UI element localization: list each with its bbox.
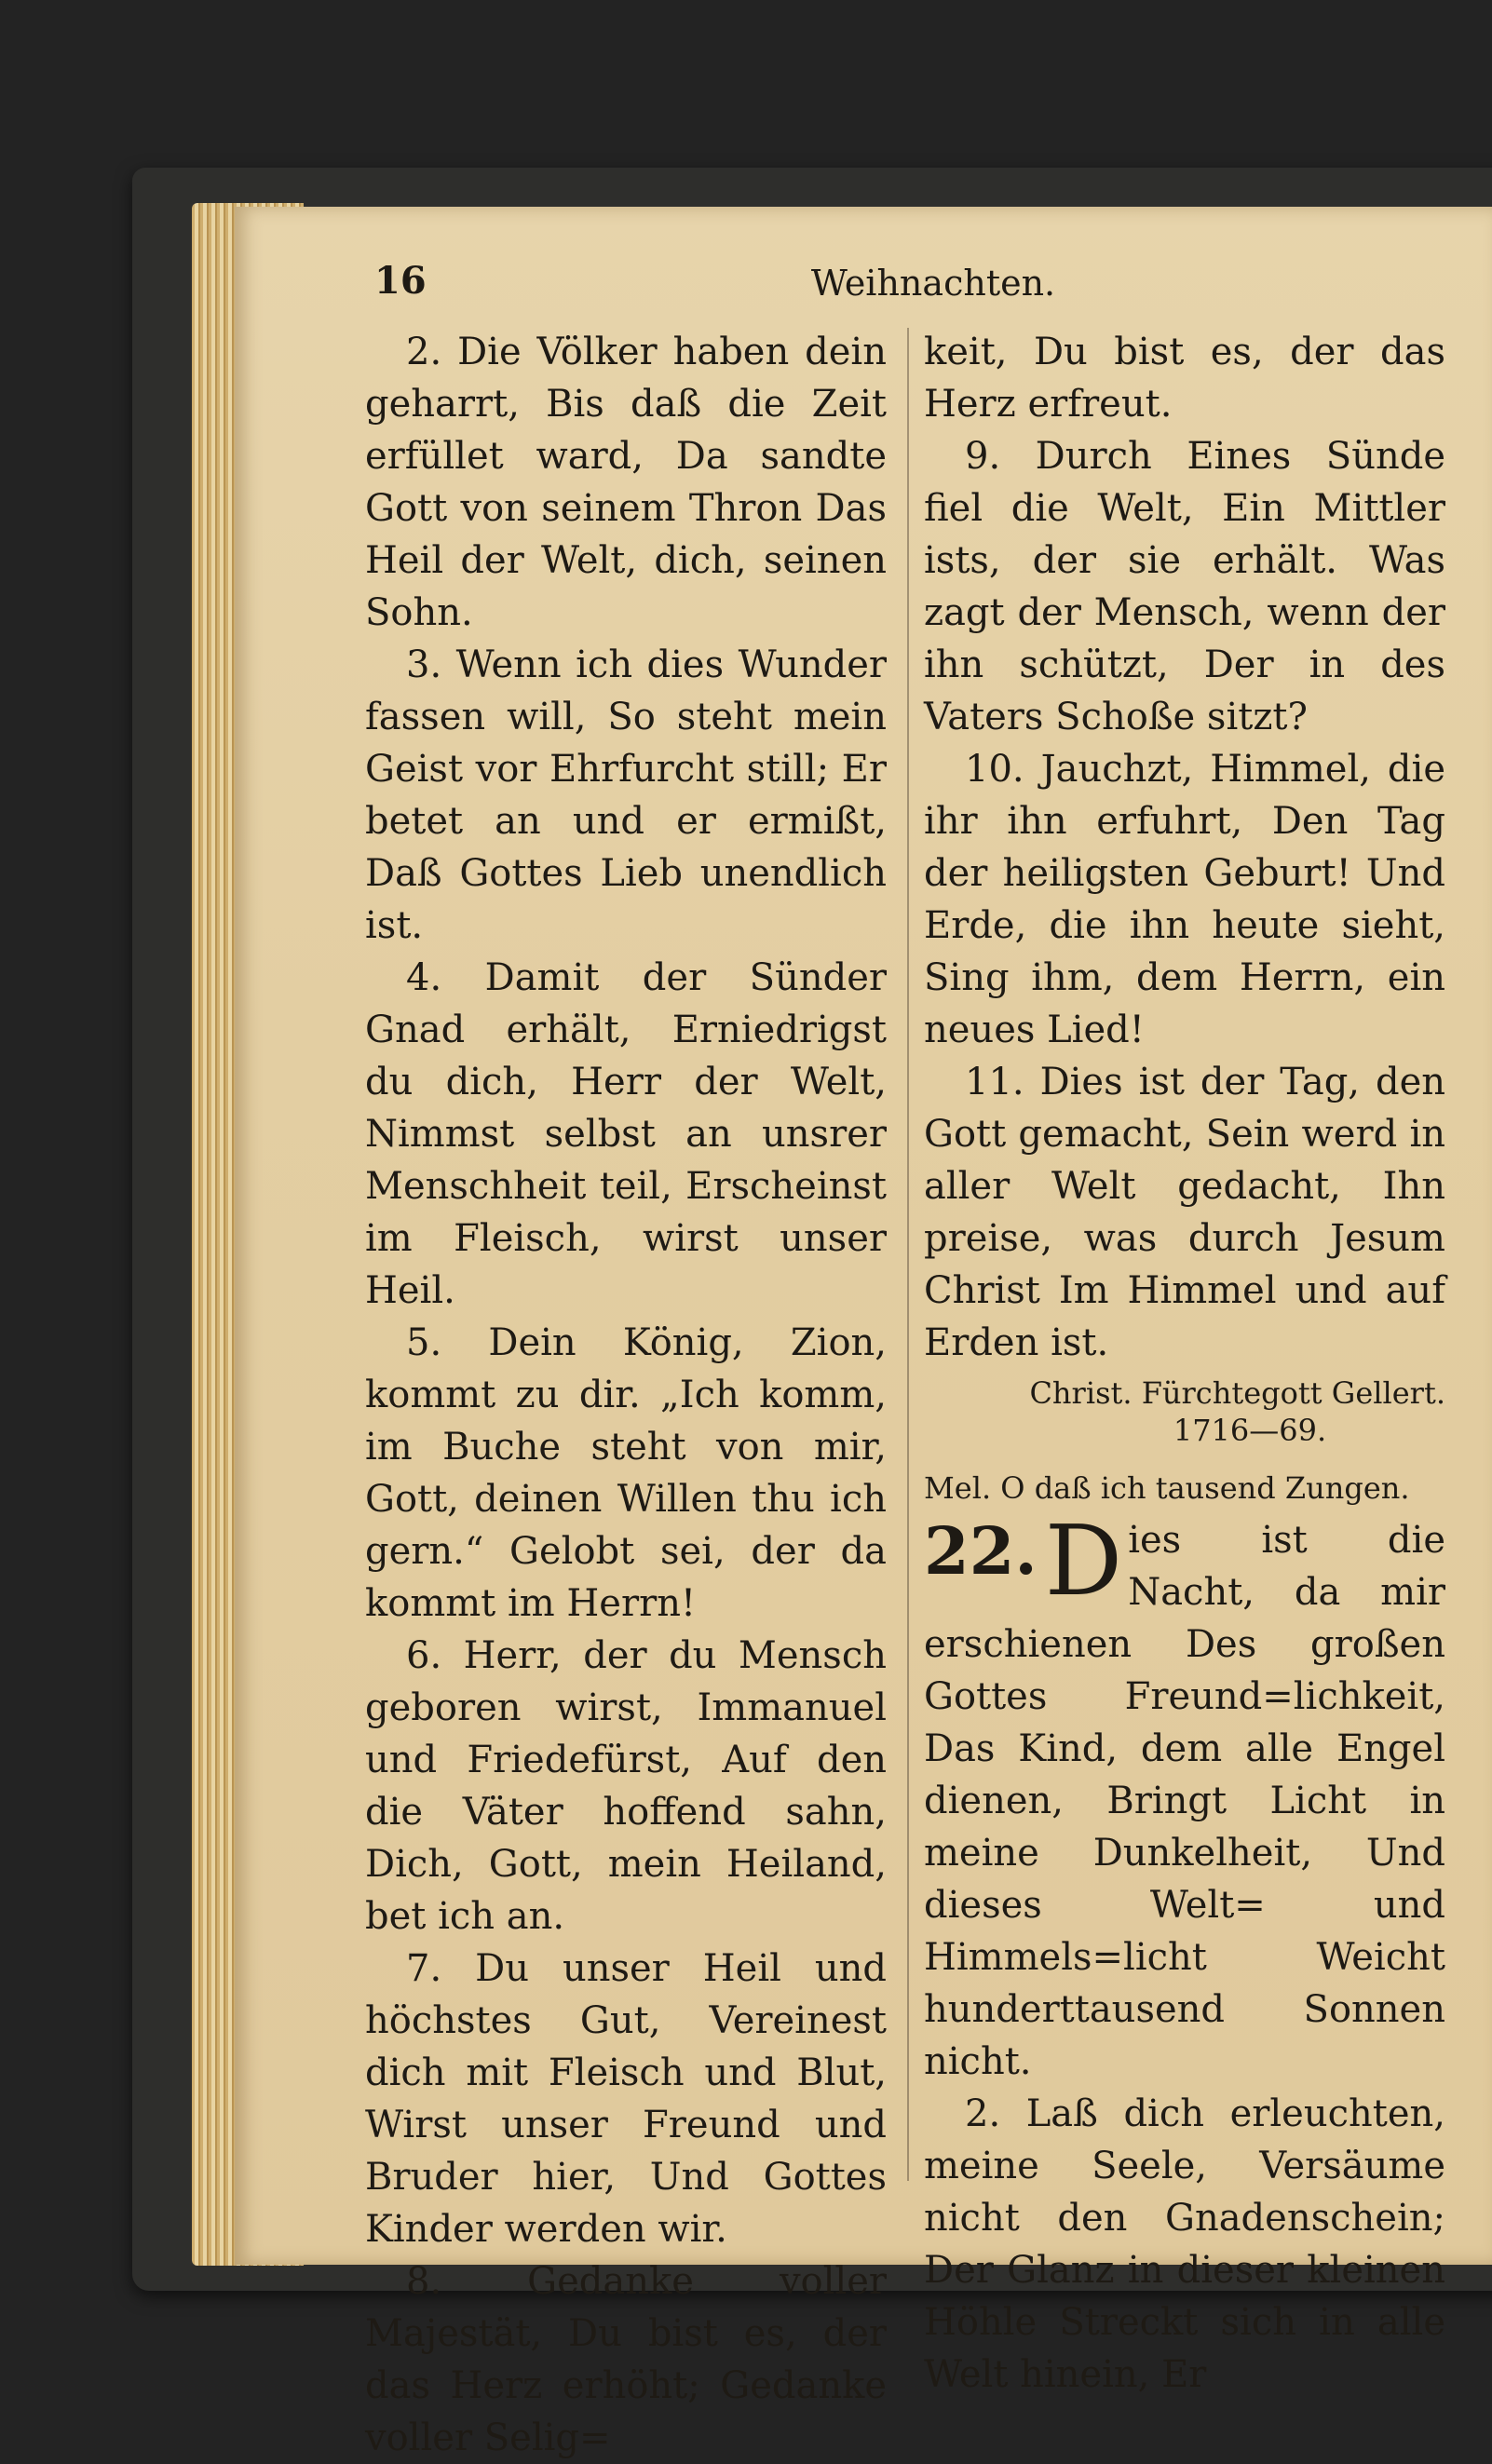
verse: 6. Herr, der du Mensch geboren wirst, Immanuel und Friedefürst, Auf den die Väter hoffend sahn, Dich, Gott, mein Heiland, bet ich an. [365, 1634, 887, 1938]
verse: 9. Durch Eines Sünde fiel die Welt, Ein Mittler ists, der sie erhält. Was zagt der Mensch, wenn der ihn schützt, Der in des Vaters Schoße sitzt? [924, 435, 1445, 738]
verse-continuation: keit, Du bist es, der das Herz erfreut. [924, 331, 1445, 426]
running-head: Weihnachten. [810, 263, 1056, 304]
verse: 8. Gedanke voller Majestät, Du bist es, der das Herz erhöht; Gedanke voller Selig= [365, 2260, 887, 2459]
author-years: 1716—69. [1173, 1413, 1327, 1448]
page-header [374, 259, 1250, 315]
melody-line: Mel. O daß ich tausend Zungen. [924, 1470, 1410, 1506]
verse: 10. Jauchzt, Himmel, die ihr ihn erfuhrt, Den Tag der heiligsten Geburt! Und Erde, die ihn heute sieht, Sing ihm, dem Herrn, ein neues Lied! [924, 748, 1445, 1051]
verse: 7. Du unser Heil und höchstes Gut, Vereinest dich mit Fleisch und Blut, Wirst unser Freund und Bruder hier, Und Gottes Kinder werden wir. [365, 1947, 887, 2251]
page-number: 16 [374, 259, 427, 303]
column-rule [907, 328, 909, 2181]
verse: 2. Laß dich erleuchten, meine Seele, Versäume nicht den Gnadenschein; Der Glanz in dieser kleinen Höhle Streckt sich in alle Welt hinein, Er [924, 2092, 1445, 2396]
verse: 5. Dein König, Zion, kommt zu dir. „Ich komm, im Buche steht von mir, Gott, deinen Willen thu ich gern.“ Gelobt sei, der da kommt im Herrn! [365, 1321, 887, 1625]
drop-cap: D [1044, 1504, 1123, 1618]
verse: 4. Damit der Sünder Gnad erhält, Erniedrigst du dich, Herr der Welt, Nimmst selbst an unsrer Menschheit teil, Erscheinst im Fleisch, wirst unser Heil. [365, 956, 887, 1312]
verse: 11. Dies ist der Tag, den Gott gemacht, Sein werd in aller Welt gedacht, Ihn preise, was durch Jesum Christ Im Himmel und auf Erden ist. [924, 1061, 1445, 1364]
right-column [924, 326, 1445, 2401]
verse: 3. Wenn ich dies Wunder fassen will, So steht mein Geist vor Ehrfurcht still; Er betet an und er ermißt, Daß Gottes Lieb unendlich ist. [365, 643, 887, 947]
hymn-verse-text: ies ist die Nacht, da mir erschienen Des großen Gottes Freund=lichkeit, Das Kind, dem alle Engel dienen, Bringt Licht in meine Dunkelheit, Und dieses Welt= und Himmels=licht Weicht hunderttausend Sonnen nicht. [924, 1519, 1445, 2083]
verse: 2. Die Völker haben dein geharrt, Bis daß die Zeit erfüllet ward, Da sandte Gott von seinem Thron Das Heil der Welt, dich, seinen Sohn. [365, 331, 887, 634]
left-column [365, 326, 887, 2464]
author-attribution: Christ. Fürchtegott Gellert. [1029, 1375, 1445, 1411]
book-page [235, 207, 1492, 2459]
hymn-number: 22. [924, 1512, 1038, 1590]
hymn-first-verse [924, 1504, 1445, 2088]
